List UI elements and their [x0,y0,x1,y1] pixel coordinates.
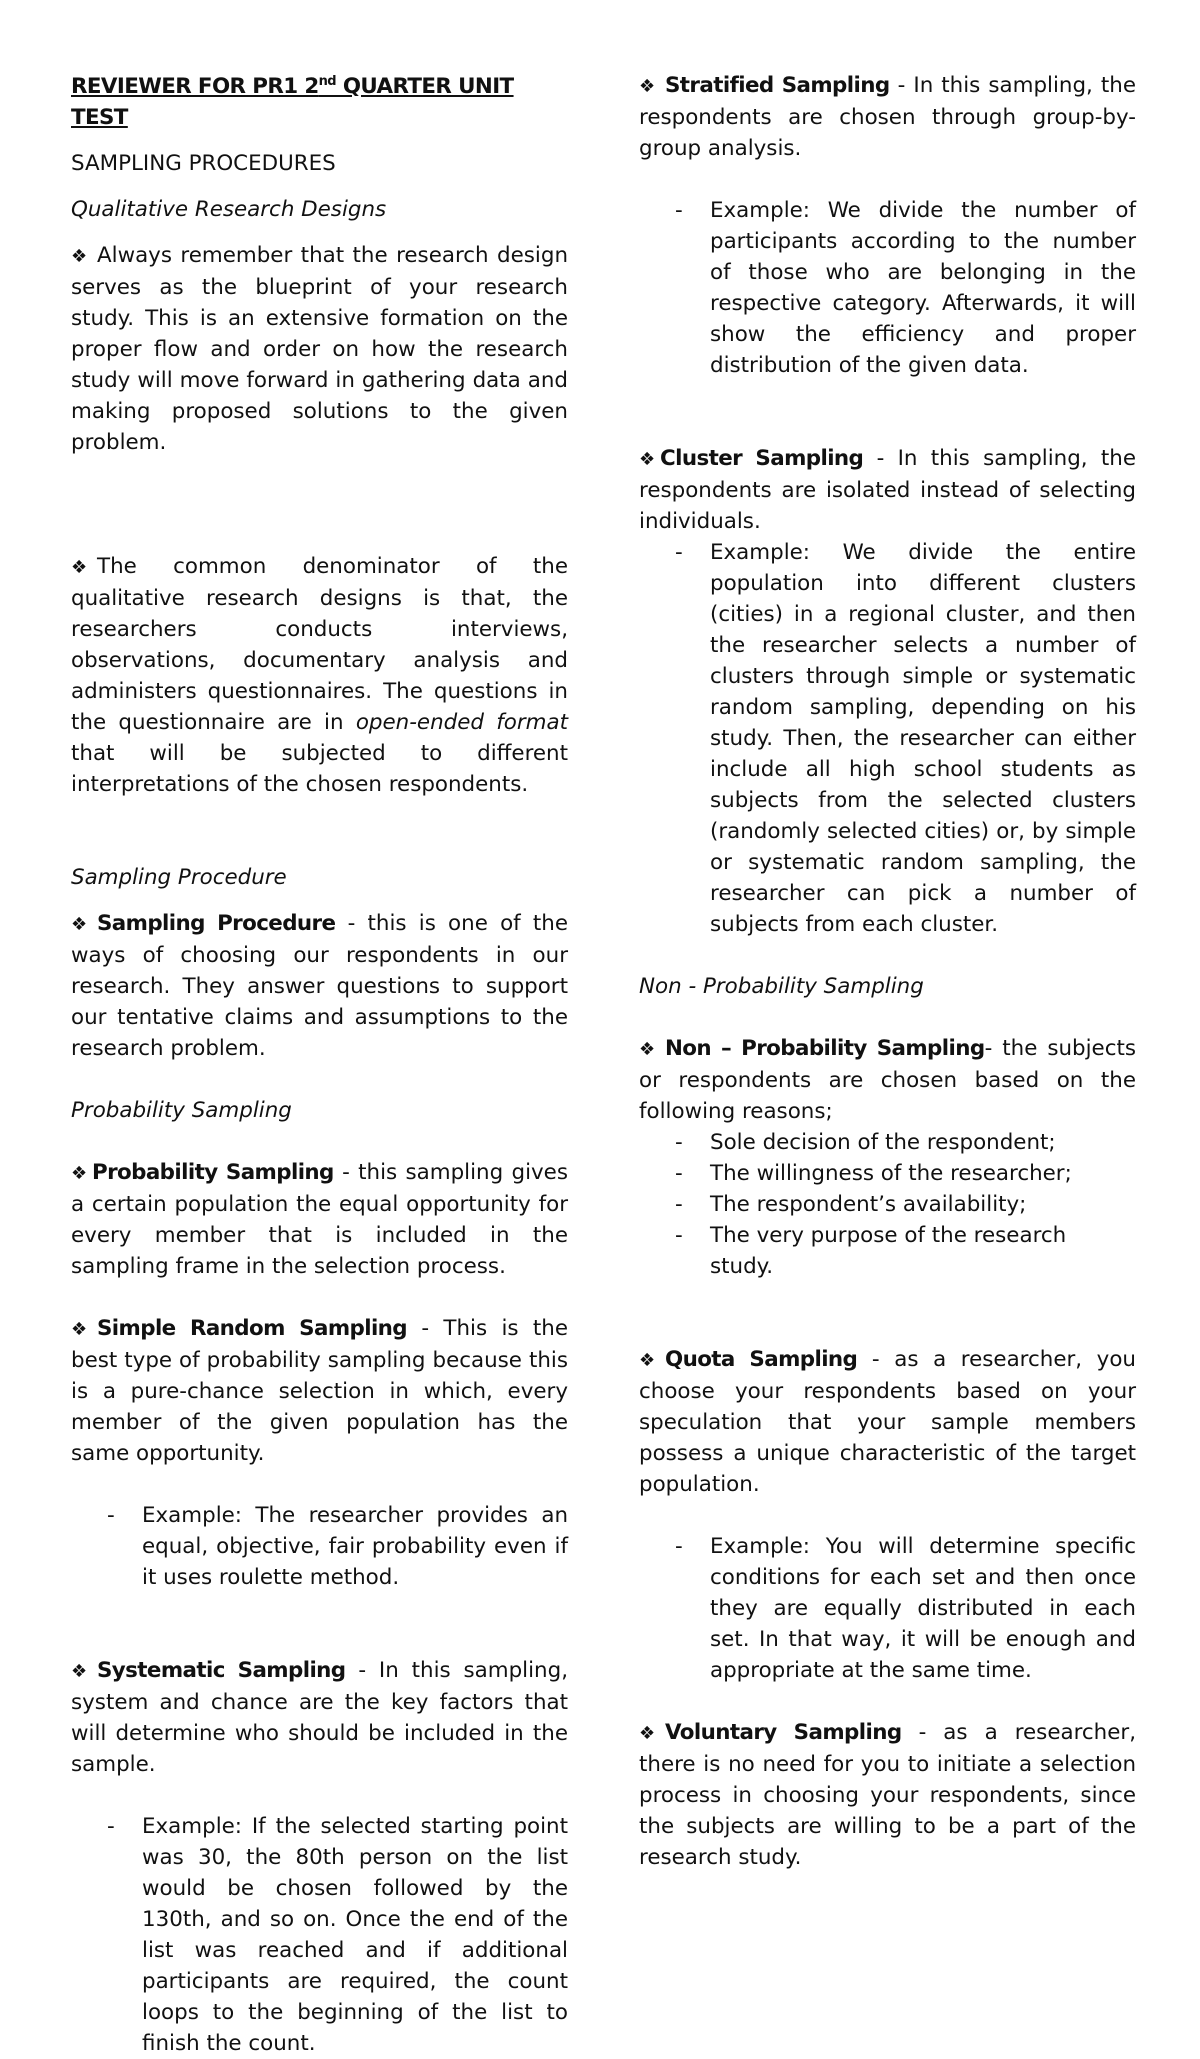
subheading-non-probability: Non - Probability Sampling [639,974,924,999]
list-item: - The very purpose of the research study. [639,1220,1136,1282]
dash-marker: - [675,1161,683,1186]
dash-marker: - [107,1503,115,1528]
term-systematic-sampling: Systematic Sampling [97,1658,346,1683]
dash-marker: - [675,198,683,223]
list-item: - The willingness of the researcher; [639,1158,1136,1189]
non-probability-reasons-list [639,1127,1136,1282]
term-stratified-sampling: Stratified Sampling [665,73,890,98]
dash-marker: - [675,540,683,565]
term-voluntary-sampling: Voluntary Sampling [665,1720,902,1745]
dash-marker: - [675,1223,683,1248]
diamond-bullet-icon: ❖ [71,1319,88,1340]
definition-stratified-sampling: ❖ Stratified Sampling - In this sampling, the respondents are chosen through group-by-group analysis. [639,73,1136,161]
example-quota: - Example: You will determine specific conditions for each set and then once they are equally distributed in each set. In that way, it will be enough and appropriate at the same time. [639,1531,1136,1686]
term-simple-random-sampling: Simple Random Sampling [97,1316,408,1341]
example-stratified: - Example: We divide the number of participants according to the number of those who are belonging in the respective category. Afterwards, it will show the efficiency and proper distribution of the given data. [639,195,1136,381]
list-item: - Sole decision of the respondent; [639,1127,1136,1158]
definition-probability-sampling: ❖ Probability Sampling - this sampling gives a certain population the equal opportunity for every member that is included in the sampling frame in the selection process. [71,1160,568,1279]
dash-marker: - [675,1534,683,1559]
definition-voluntary-sampling: ❖ Voluntary Sampling - as a researcher, there is no need for you to initiate a selection process in choosing your respondents, since the subjects are willing to be a part of the research study. [639,1720,1136,1870]
example-systematic: - Example: If the selected starting point was 30, the 80th person on the list would be chosen followed by the 130th, and so on. Once the end of the list was reached and if additional participants are required, the count loops to the beginning of the list to finish the count. [71,1811,568,2059]
definition-quota-sampling: ❖ Quota Sampling - as a researcher, you choose your respondents based on your speculation that your sample members possess a unique characteristic of the target population. [639,1347,1136,1497]
definition-non-probability-sampling: ❖ Non – Probability Sampling- the subjects or respondents are chosen based on the following reasons; [639,1036,1136,1124]
diamond-bullet-icon: ❖ [71,1163,88,1184]
definition-sampling-procedure: ❖ Sampling Procedure - this is one of the ways of choosing our respondents in our research. They answer questions to support our tentative claims and assumptions to the research problem. [71,911,568,1061]
term-sampling-procedure: Sampling Procedure [97,911,336,936]
dash-marker: - [107,1814,115,1839]
term-non-probability-sampling: Non – Probability Sampling [665,1036,985,1061]
definition-cluster-sampling: ❖ Cluster Sampling - In this sampling, the respondents are isolated instead of selecting individuals. [639,446,1137,534]
right-column [639,70,1136,1873]
document-title: REVIEWER FOR PR1 2nd QUARTER UNIT TEST [71,73,514,130]
list-item: - The respondent’s availability; [639,1189,1136,1220]
subheading-qualitative: Qualitative Research Designs [71,197,387,222]
italic-phrase: open-ended format [355,710,568,735]
section-heading: SAMPLING PROCEDURES [71,151,336,176]
example-cluster: - Example: We divide the entire population into different clusters (cities) in a regional cluster, and then the researcher selects a number of clusters through simple or systematic random sampling, depending on his study. Then, the researcher can either include all high school students as subjects from the selected clusters (randomly selected cities) or, by simple or systematic random sampling, the researcher can pick a number of subjects from each cluster. [639,537,1136,940]
diamond-bullet-icon: ❖ [639,76,656,97]
diamond-bullet-icon: ❖ [639,1350,656,1371]
diamond-bullet-icon: ❖ [71,246,88,267]
term-quota-sampling: Quota Sampling [665,1347,858,1372]
diamond-bullet-icon: ❖ [71,914,88,935]
diamond-bullet-icon: ❖ [639,1039,656,1060]
subheading-sampling-procedure: Sampling Procedure [71,865,287,890]
diamond-bullet-icon: ❖ [639,1723,656,1744]
paragraph-research-design: ❖ Always remember that the research design serves as the blueprint of your research study. This is an extensive formation on the proper flow and order on how the research study will move forward in gathering data and making proposed solutions to the given problem. [71,243,568,455]
left-column [71,70,568,2059]
paragraph-common-denominator: ❖ The common denominator of the qualitative research designs is that, the researchers conducts interviews, observations, documentary analysis and administers questionnaires. The questions in the questionnaire are in open-ended format that will be subjected to different interpretations of the chosen respondents. [71,554,568,797]
dash-marker: - [675,1192,683,1217]
diamond-bullet-icon: ❖ [71,557,88,578]
term-cluster-sampling: Cluster Sampling [660,446,864,471]
term-probability-sampling: Probability Sampling [92,1160,334,1185]
diamond-bullet-icon: ❖ [71,1661,88,1682]
dash-marker: - [675,1130,683,1155]
example-simple-random: - Example: The researcher provides an equal, objective, fair probability even if it uses roulette method. [71,1500,568,1593]
subheading-probability-sampling: Probability Sampling [71,1098,292,1123]
diamond-bullet-icon: ❖ [639,449,656,470]
definition-systematic-sampling: ❖ Systematic Sampling - In this sampling, system and chance are the key factors that will determine who should be included in the sample. [71,1658,568,1777]
definition-simple-random-sampling: ❖ Simple Random Sampling - This is the best type of probability sampling because this is a pure-chance selection in which, every member of the given population has the same opportunity. [71,1316,568,1466]
title-superscript: nd [318,73,336,89]
